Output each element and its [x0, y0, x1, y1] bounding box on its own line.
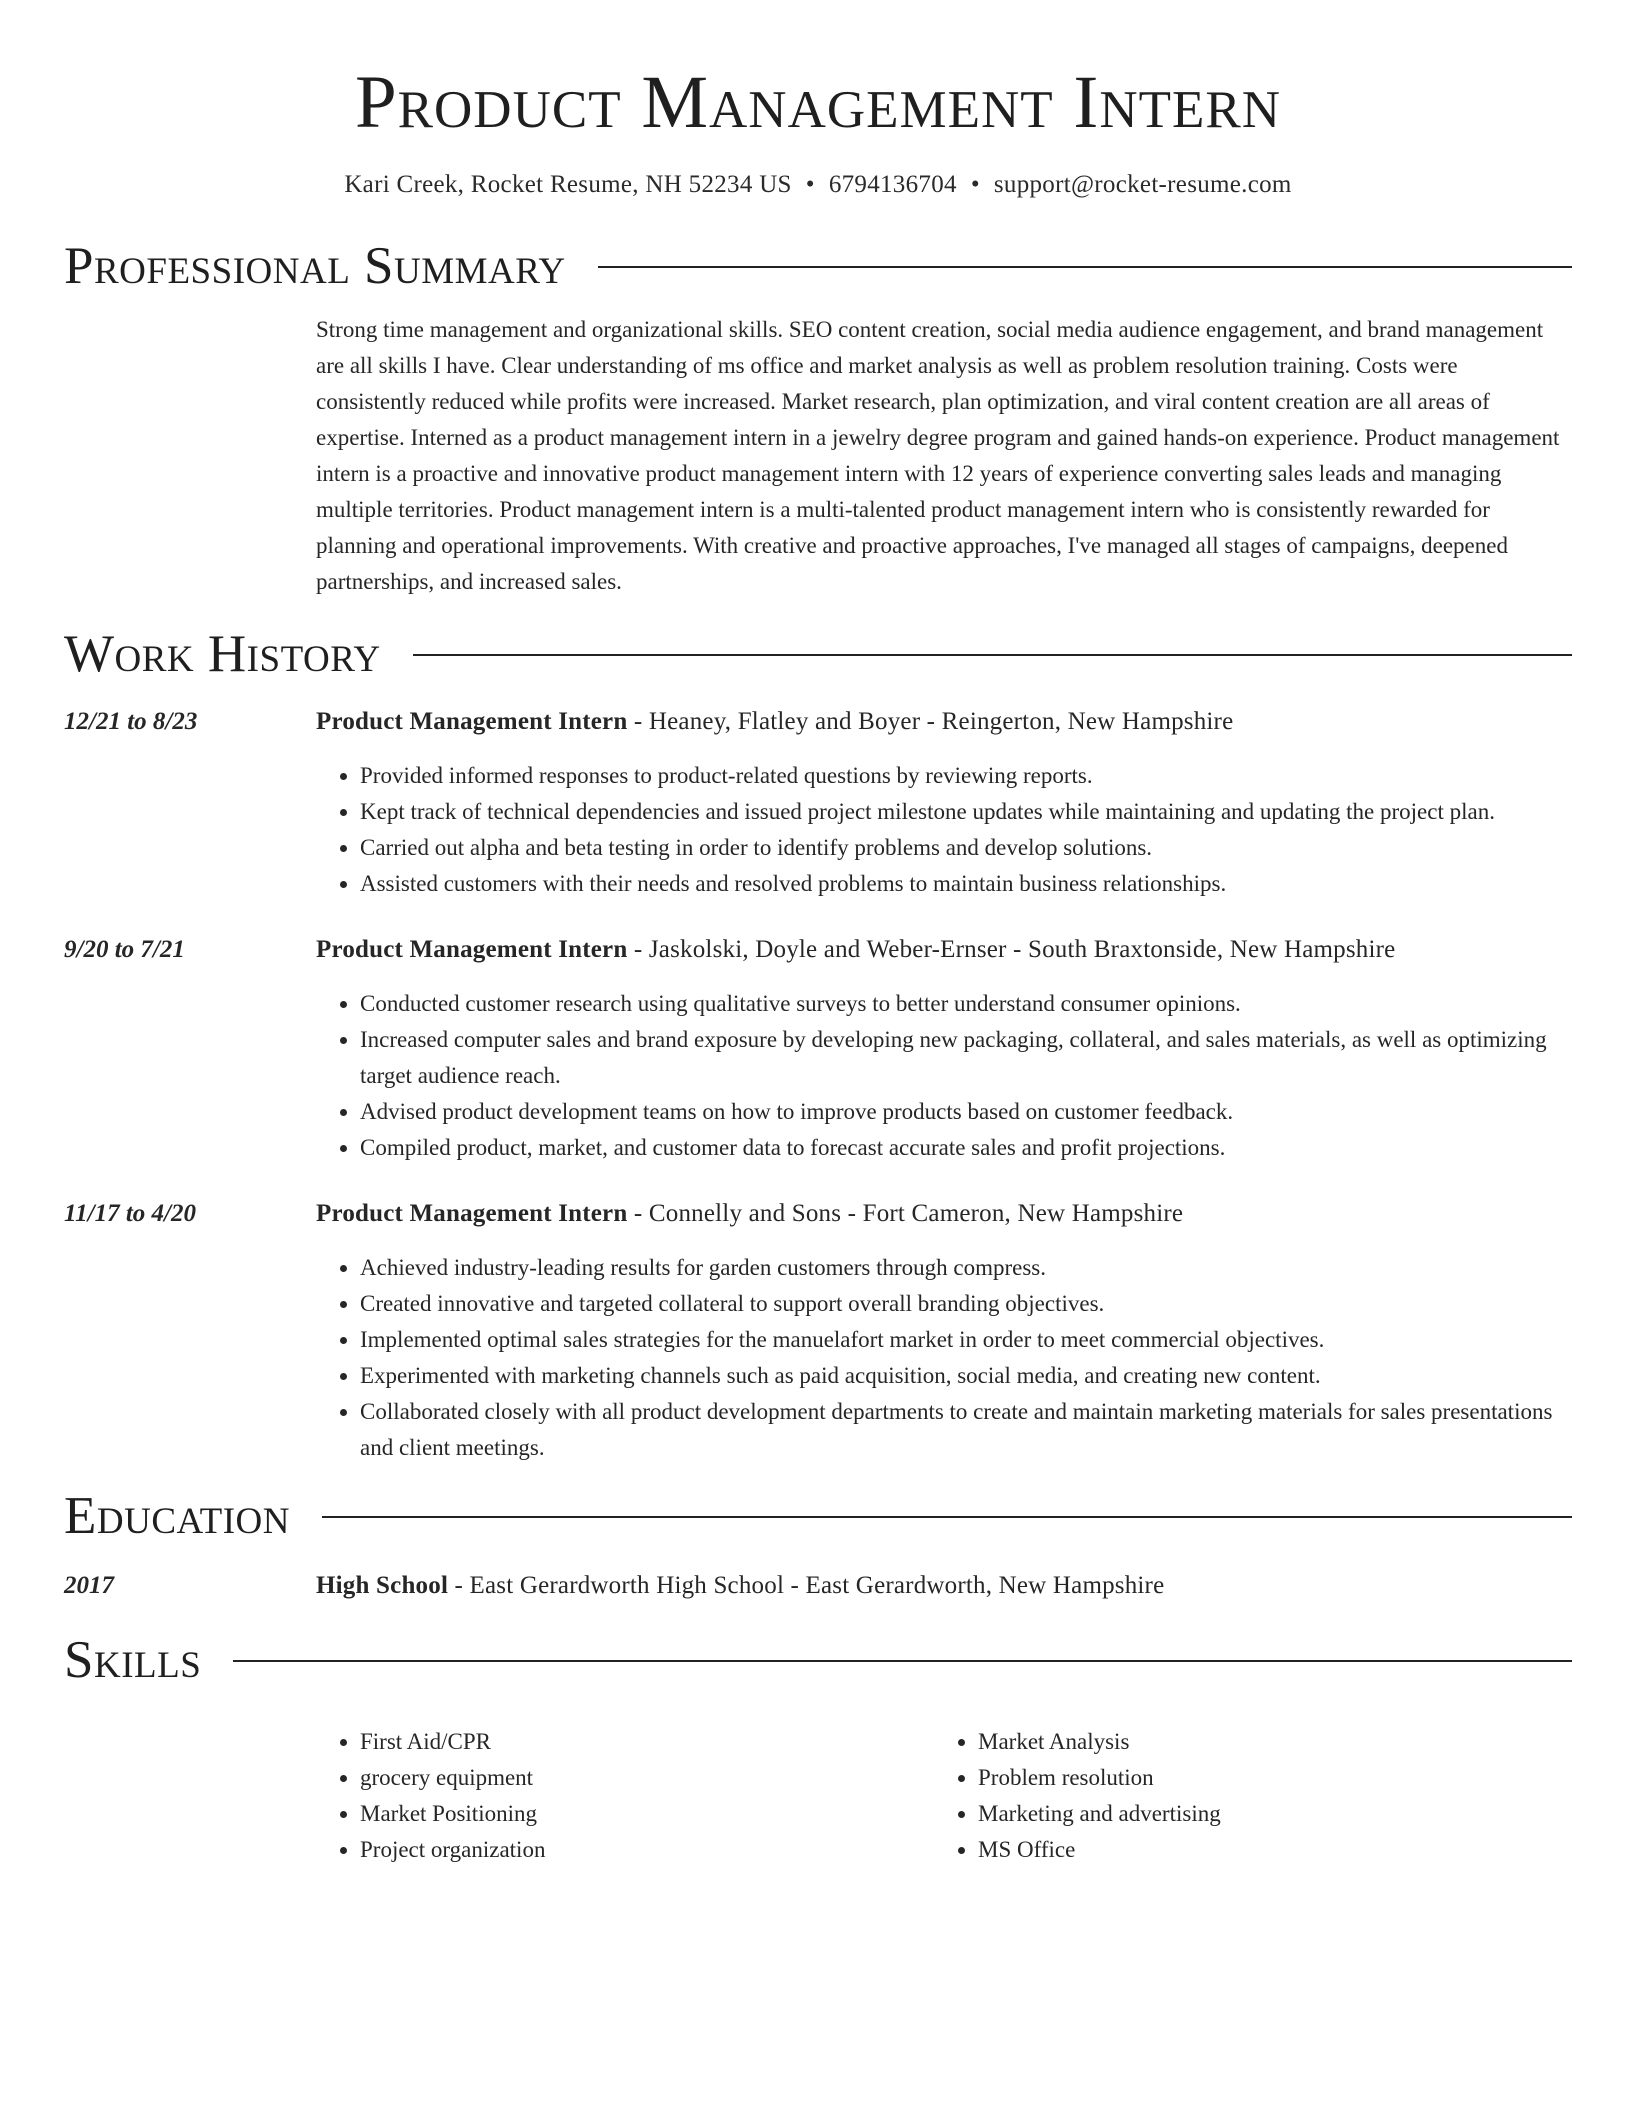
job-details: - Connelly and Sons - Fort Cameron, New Hampshire: [627, 1200, 1184, 1227]
resume-name: Product Management Intern: [354, 61, 1282, 144]
job-entry: [64, 704, 1572, 902]
job-bullet: • Compiled product, market, and customer data to forecast accurate sales and profit projections.: [360, 1130, 1572, 1166]
section-divider: [598, 266, 1572, 268]
section-divider: [413, 654, 1572, 656]
job-dates: 9/20 to 7/21: [64, 936, 185, 963]
job-bullet: • Collaborated closely with all product development departments to create and maintain marketing materials for sales presentations and client meetings.: [360, 1394, 1572, 1466]
job-bullets: [316, 758, 1572, 902]
skill-item: • First Aid/CPR: [360, 1724, 934, 1760]
job-bullet: • Achieved industry-leading results for garden customers through compress.: [360, 1250, 1572, 1286]
summary-section-title: Professional Summary: [64, 237, 566, 295]
contact-line: [64, 170, 1572, 200]
work-section-title: Work History: [64, 625, 381, 683]
education-details: - East Gerardworth High School - East Gerardworth, New Hampshire: [448, 1572, 1165, 1599]
skill-item: • MS Office: [978, 1832, 1552, 1868]
contact-separator: •: [805, 171, 815, 198]
job-details: - Jaskolski, Doyle and Weber-Ernser - South Braxtonside, New Hampshire: [627, 936, 1396, 963]
contact-separator: •: [970, 171, 980, 198]
contact-phone: 6794136704: [828, 171, 957, 198]
job-bullet: • Provided informed responses to product-related questions by reviewing reports.: [360, 758, 1572, 794]
job-heading: [316, 932, 1395, 968]
job-role: Product Management Intern: [316, 1200, 628, 1227]
skill-item: • Marketing and advertising: [978, 1796, 1552, 1832]
skills-list: [316, 1724, 1572, 1868]
education-year: 2017: [64, 1572, 114, 1599]
job-entry: [64, 932, 1572, 1166]
job-bullets: [316, 986, 1572, 1166]
education-heading: [316, 1568, 1164, 1604]
job-bullets: [316, 1250, 1572, 1466]
job-bullet: • Increased computer sales and brand exposure by developing new packaging, collateral, and sales materials, as well as optimizing target audience reach.: [360, 1022, 1572, 1094]
job-details: - Heaney, Flatley and Boyer - Reingerton, New Hampshire: [627, 708, 1234, 735]
education-degree: High School: [316, 1572, 449, 1599]
job-bullet: • Advised product development teams on how to improve products based on customer feedback.: [360, 1094, 1572, 1130]
job-bullet: • Created innovative and targeted collateral to support overall branding objectives.: [360, 1286, 1572, 1322]
section-divider: [322, 1516, 1572, 1518]
skills-section-header: [64, 1628, 1572, 1692]
skills-column-left: [316, 1724, 934, 1868]
job-bullet: • Carried out alpha and beta testing in order to identify problems and develop solutions.: [360, 830, 1572, 866]
contact-address: Kari Creek, Rocket Resume, NH 52234 US: [344, 171, 792, 198]
job-dates: 12/21 to 8/23: [64, 708, 198, 735]
skills-column-right: [934, 1724, 1552, 1868]
job-heading: [316, 704, 1233, 740]
job-role: Product Management Intern: [316, 936, 628, 963]
education-entry: [64, 1568, 1572, 1604]
education-section-title: Education: [64, 1487, 290, 1545]
skill-item: • Market Positioning: [360, 1796, 934, 1832]
job-bullet: • Conducted customer research using qualitative surveys to better understand consumer opinions.: [360, 986, 1572, 1022]
job-heading: [316, 1196, 1183, 1232]
job-bullet: • Kept track of technical dependencies and issued project milestone updates while maintaining and updating the project plan.: [360, 794, 1572, 830]
job-bullet: • Experimented with marketing channels such as paid acquisition, social media, and creating new content.: [360, 1358, 1572, 1394]
skills-section-title: Skills: [64, 1631, 202, 1689]
skill-item: • grocery equipment: [360, 1760, 934, 1796]
job-bullet: • Implemented optimal sales strategies for the manuelafort market in order to meet commercial objectives.: [360, 1322, 1572, 1358]
education-section-header: [64, 1484, 1572, 1548]
summary-section-header: [64, 234, 1572, 298]
job-dates: 11/17 to 4/20: [64, 1200, 196, 1227]
skill-item: • Project organization: [360, 1832, 934, 1868]
job-entry: [64, 1196, 1572, 1466]
skill-item: • Problem resolution: [978, 1760, 1552, 1796]
resume-page: [64, 0, 1572, 1868]
skill-item: • Market Analysis: [978, 1724, 1552, 1760]
summary-text: Strong time management and organizational skills. SEO content creation, social media audience engagement, and brand management are all skills I have. Clear understanding of ms office and market analysis as well as problem resolution training. Costs were consistently reduced while profits were increased. Market research, plan optimization, and viral content creation are all areas of expertise. Interned as a product management intern in a jewelry degree program and gained hands-on experience. Product management intern is a proactive and innovative product management intern with 12 years of experience converting sales leads and managing multiple territories. Product management intern is a multi-talented product management intern who is consistently rewarded for planning and operational improvements. With creative and proactive approaches, I've managed all stages of campaigns, deepened partnerships, and increased sales.: [316, 317, 1560, 594]
contact-email: support@rocket-resume.com: [993, 171, 1292, 198]
section-divider: [233, 1660, 1572, 1662]
job-role: Product Management Intern: [316, 708, 628, 735]
job-bullet: • Assisted customers with their needs and resolved problems to maintain business relationships.: [360, 866, 1572, 902]
work-section-header: [64, 622, 1572, 686]
